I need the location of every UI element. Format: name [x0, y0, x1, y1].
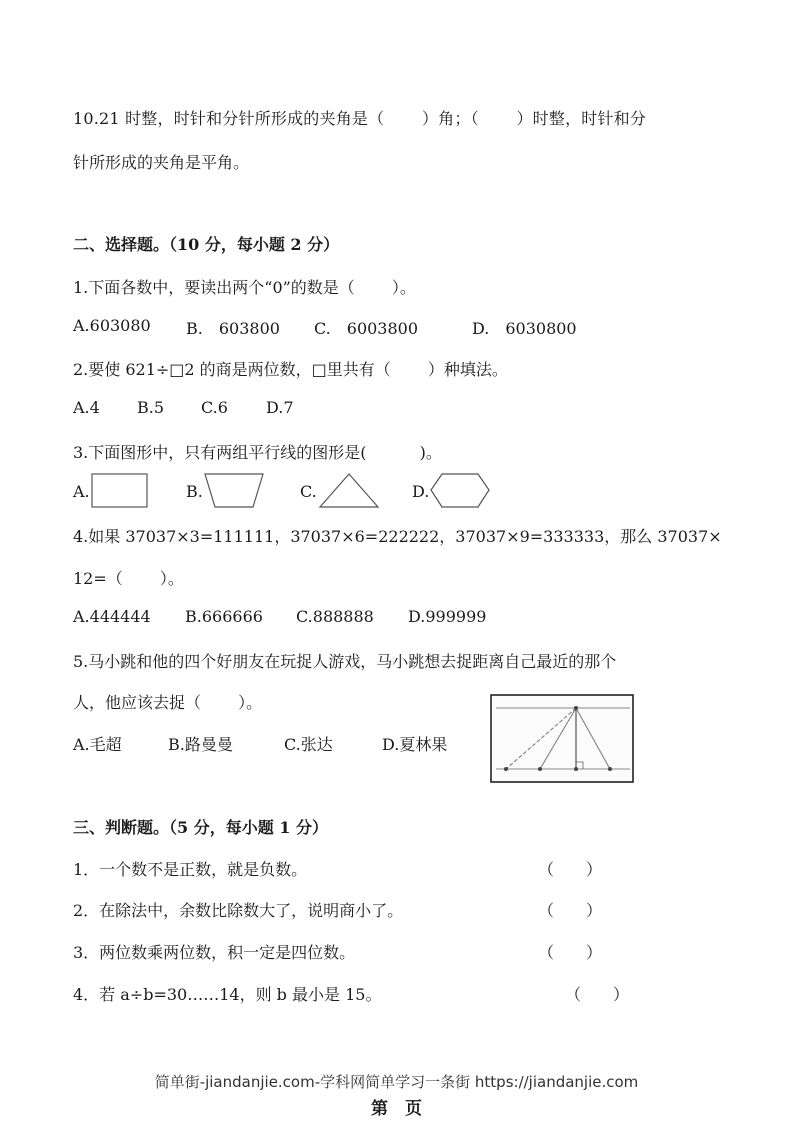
choice-question-1: 1.下面各数中，要读出两个“0”的数是（ ）。 — [73, 278, 416, 297]
judge-item-2: 2．在除法中，余数比除数大了，说明商小了。 — [73, 901, 404, 920]
judge-item-3-answer-paren: （ ） — [538, 943, 603, 962]
choice-question-2: 2.要使 621÷□2 的商是两位数，□里共有（ ）种填法。 — [73, 360, 508, 379]
q2-option-c: C.6 — [201, 398, 228, 417]
q1-option-c: C. 6003800 — [314, 319, 419, 338]
q5-option-b: B.路曼曼 — [168, 735, 233, 754]
judge-item-3: 3．两位数乘两位数，积一定是四位数。 — [73, 943, 356, 962]
fill-question-10-line2: 针所形成的夹角是平角。 — [73, 153, 250, 172]
q5-option-c: C.张达 — [284, 735, 333, 754]
fill-question-10-line1: 10.21 时整，时针和分针所形成的夹角是（ ）角；（ ）时整，时针和分 — [73, 109, 647, 128]
q1-option-a: A.603080 — [73, 316, 151, 335]
q4-option-a: A.444444 — [73, 607, 151, 626]
judge-item-4: 4．若 a÷b=30……14，则 b 最小是 15。 — [73, 985, 382, 1004]
hexagon-icon — [428, 472, 492, 510]
q2-option-a: A.4 — [73, 398, 100, 417]
judge-item-1: 1．一个数不是正数，就是负数。 — [73, 860, 308, 879]
triangle-icon — [318, 472, 380, 510]
choice-question-3: 3.下面图形中，只有两组平行线的图形是( )。 — [73, 443, 442, 462]
q4-option-d: D.999999 — [408, 607, 487, 626]
judge-item-4-answer-paren: （ ） — [565, 985, 630, 1004]
q3-option-c: C. — [300, 482, 317, 501]
q3-option-d: D. — [412, 482, 430, 501]
q3-option-a: A. — [73, 482, 90, 501]
trapezoid-icon — [203, 472, 265, 510]
q5-option-d: D.夏林果 — [382, 735, 448, 754]
footer-watermark: 简单街-jiandanjie.com-学科网简单学习一条街 https://jiandanjie.com — [154, 1073, 639, 1091]
judge-item-1-answer-paren: （ ） — [538, 860, 603, 879]
choice-question-4-line1: 4.如果 37037×3=111111，37037×6=222222，37037×9=333333，那么 37037× — [73, 527, 722, 546]
choice-question-4-line2: 12=（ ）。 — [73, 569, 184, 588]
q1-option-b: B. 603800 — [186, 319, 280, 338]
q4-option-b: B.666666 — [185, 607, 263, 626]
judge-section-heading: 三、判断题。（5 分，每小题 1 分） — [73, 818, 328, 837]
rectangle-icon — [90, 472, 150, 510]
choice-question-5-line2: 人，他应该去捉（ ）。 — [73, 693, 263, 712]
q5-option-a: A.毛超 — [73, 735, 122, 754]
page-number-label: 第 页 — [371, 1099, 422, 1119]
distance-diagram-figure — [490, 694, 635, 784]
q3-option-b: B. — [186, 482, 203, 501]
q2-option-b: B.5 — [137, 398, 165, 417]
choice-question-5-line1: 5.马小跳和他的四个好朋友在玩捉人游戏，马小跳想去捉距离自己最近的那个 — [73, 652, 617, 671]
judge-item-2-answer-paren: （ ） — [538, 901, 603, 920]
q1-option-d: D. 6030800 — [472, 319, 577, 338]
q4-option-c: C.888888 — [296, 607, 374, 626]
q2-option-d: D.7 — [266, 398, 294, 417]
choice-section-heading: 二、选择题。（10 分，每小题 2 分） — [73, 235, 340, 254]
